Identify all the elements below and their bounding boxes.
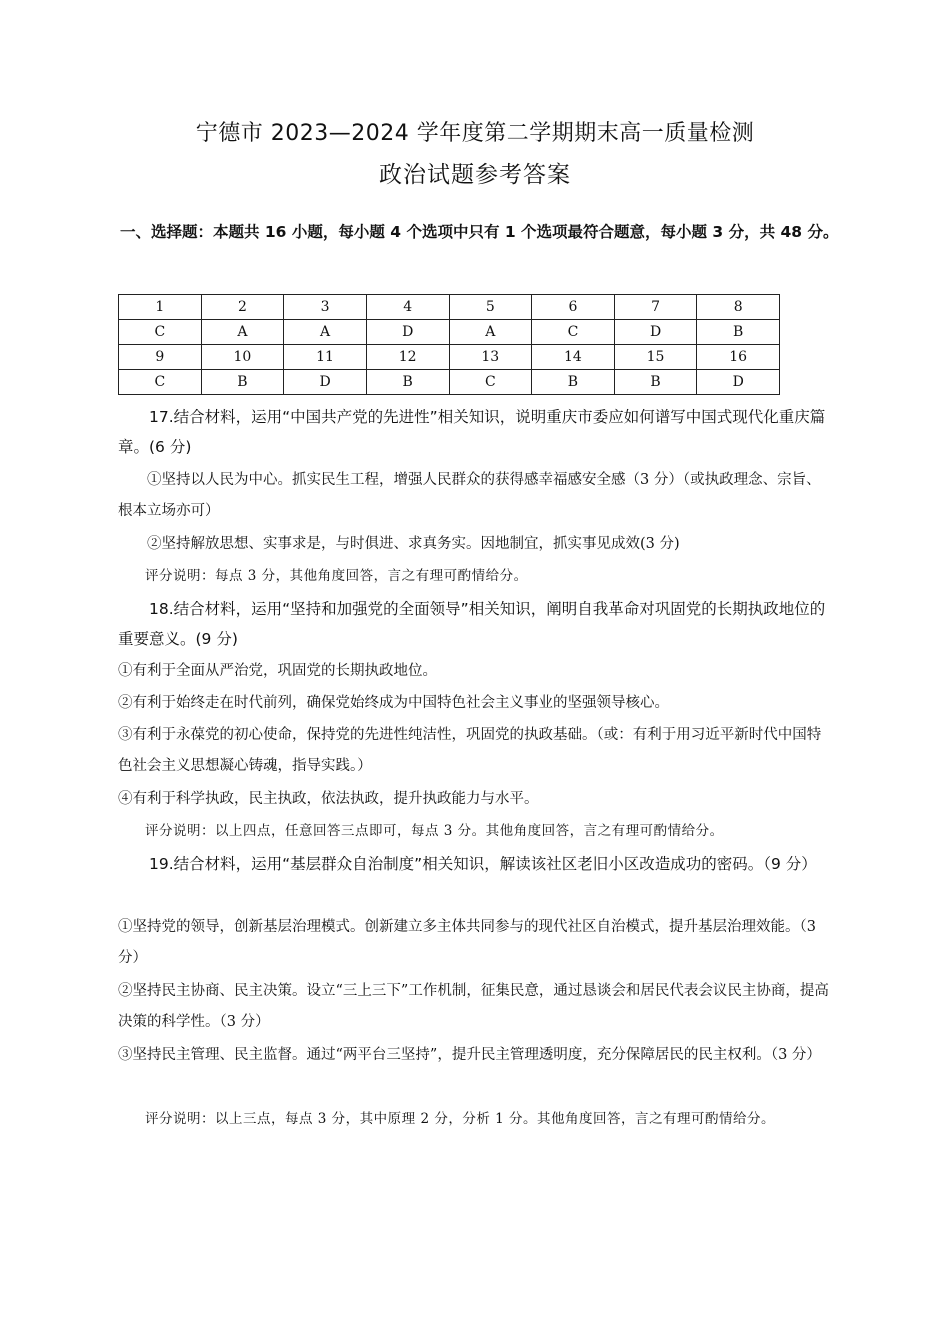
q17-point-2: ②坚持解放思想、实事求是，与时俱进、求真务实。因地制宜，抓实事见成效(3 分)	[147, 536, 680, 552]
table-row	[119, 295, 780, 320]
answer-cell: B	[614, 370, 697, 395]
q17-scoring-note: 评分说明：每点 3 分，其他角度回答，言之有理可酌情给分。	[145, 568, 528, 584]
question-number-cell: 3	[284, 295, 367, 320]
question-number-cell: 4	[366, 295, 449, 320]
q18-scoring-note: 评分说明：以上四点，任意回答三点即可，每点 3 分。其他角度回答，言之有理可酌情给分。	[145, 823, 724, 839]
question-number-cell: 5	[449, 295, 532, 320]
question-number-cell: 2	[201, 295, 284, 320]
exam-title: 宁德市 2023—2024 学年度第二学期期末高一质量检测	[195, 121, 755, 146]
table-row	[119, 345, 780, 370]
answer-cell: A	[201, 320, 284, 345]
question-number-cell: 15	[614, 345, 697, 370]
q17-question: 17.结合材料，运用“中国共产党的先进性”相关知识，说明重庆市委应如何谱写中国式现代化重庆篇章。(6 分)	[118, 408, 826, 456]
q19-question: 19.结合材料，运用“基层群众自治制度”相关知识，解读该社区老旧小区改造成功的密码。（9 分）	[149, 855, 817, 873]
question-number-cell: 10	[201, 345, 284, 370]
q17-point-1: ①坚持以人民为中心。抓实民生工程，增强人民群众的获得感幸福感安全感（3 分）（或执政理念、宗旨、根本立场亦可）	[118, 472, 821, 519]
q19-point-3: ③坚持民主管理、民主监督。通过“两平台三坚持”，提升民主管理透明度，充分保障居民的民主权利。（3 分）	[118, 1047, 821, 1063]
q19-point-2: ②坚持民主协商、民主决策。设立“三上三下”工作机制，征集民意，通过恳谈会和居民代表会议民主协商，提高决策的科学性。（3 分）	[118, 983, 829, 1030]
answer-cell: C	[119, 320, 202, 345]
question-number-cell: 11	[284, 345, 367, 370]
question-number-cell: 6	[532, 295, 615, 320]
question-number-cell: 13	[449, 345, 532, 370]
question-number-cell: 8	[697, 295, 780, 320]
answer-cell: B	[697, 320, 780, 345]
answer-cell: B	[201, 370, 284, 395]
table-row	[119, 370, 780, 395]
q18-point-4: ④有利于科学执政，民主执政，依法执政，提升执政能力与水平。	[118, 791, 539, 807]
q19-scoring-note: 评分说明：以上三点，每点 3 分，其中原理 2 分，分析 1 分。其他角度回答，言之有理可酌情给分。	[145, 1111, 776, 1127]
q19-point-1: ①坚持党的领导，创新基层治理模式。创新建立多主体共同参与的现代社区自治模式，提升基层治理效能。（3 分）	[118, 919, 816, 966]
q18-point-3: ③有利于永葆党的初心使命，保持党的先进性纯洁性，巩固党的执政基础。（或：有利于用习近平新时代中国特色社会主义思想凝心铸魂，指导实践。）	[118, 727, 822, 774]
question-number-cell: 14	[532, 345, 615, 370]
answer-cell: A	[284, 320, 367, 345]
answer-cell: B	[532, 370, 615, 395]
question-number-cell: 1	[119, 295, 202, 320]
answer-table	[118, 294, 780, 395]
q18-question: 18.结合材料，运用“坚持和加强党的全面领导”相关知识，阐明自我革命对巩固党的长期执政地位的重要意义。(9 分)	[118, 600, 826, 648]
answer-cell: A	[449, 320, 532, 345]
question-number-cell: 9	[119, 345, 202, 370]
answer-key-title: 政治试题参考答案	[379, 162, 571, 188]
answer-cell: B	[366, 370, 449, 395]
q18-point-1: ①有利于全面从严治党，巩固党的长期执政地位。	[118, 663, 437, 679]
question-number-cell: 7	[614, 295, 697, 320]
answer-cell: D	[284, 370, 367, 395]
answer-cell: D	[697, 370, 780, 395]
answer-cell: C	[449, 370, 532, 395]
q18-point-2: ②有利于始终走在时代前列，确保党始终成为中国特色社会主义事业的坚强领导核心。	[118, 695, 669, 711]
answer-cell: C	[119, 370, 202, 395]
section1-heading: 一、选择题：本题共 16 小题，每小题 4 个选项中只有 1 个选项最符合题意，每小题 3 分，共 48 分。	[120, 223, 839, 241]
answer-cell: C	[532, 320, 615, 345]
question-number-cell: 12	[366, 345, 449, 370]
answer-cell: D	[614, 320, 697, 345]
answer-cell: D	[366, 320, 449, 345]
table-row	[119, 320, 780, 345]
question-number-cell: 16	[697, 345, 780, 370]
